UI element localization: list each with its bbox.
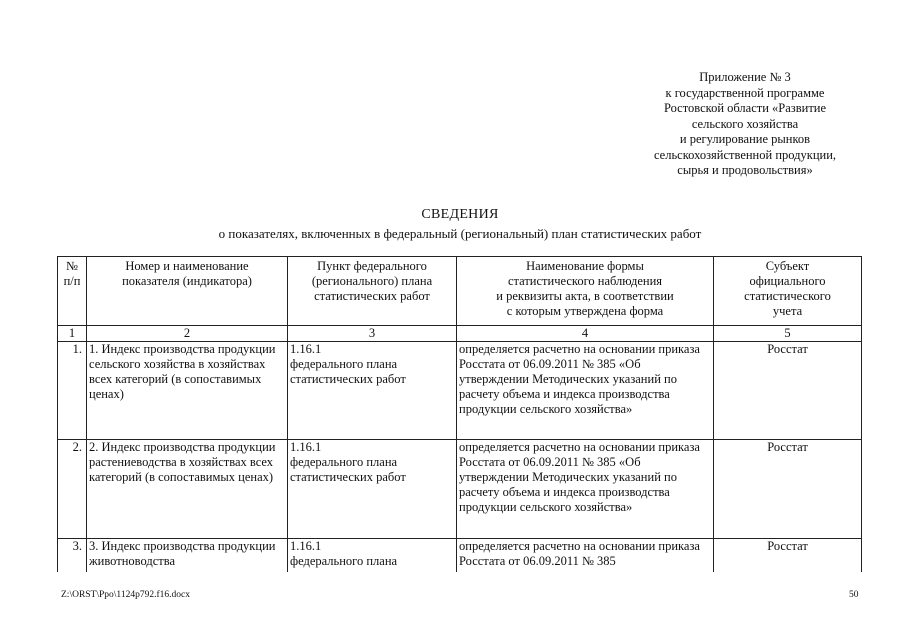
appendix-line: сельского хозяйства (691, 116, 799, 131)
appendix-line: и регулирование рынков (679, 132, 811, 146)
table-row (58, 342, 862, 440)
row-number: 2. (58, 440, 87, 539)
indicator-name: 3. Индекс производства продукции животноводства (87, 539, 288, 573)
document-title: СВЕДЕНИЯ (421, 207, 499, 222)
appendix-line: к государственной программе (665, 85, 825, 100)
header-cell-plan-item: Пункт федерального (регионального) плана статистических работ (288, 257, 457, 326)
appendix-block (600, 70, 890, 179)
column-number: 2 (87, 326, 288, 342)
header-cell-form: Наименование формы статистического наблюдения и реквизиты акта, в соответствии с которым утверждена форма (457, 257, 714, 326)
appendix-line: сырья и продовольствия» (677, 163, 813, 177)
form-description: определяется расчетно на основании приказа Росстата от 06.09.2011 № 385 «Об утверждении Методических указаний по расчету объема и индекса производства продукции сельского хозяйства» (457, 440, 714, 539)
column-number: 1 (58, 326, 87, 342)
table-row (58, 539, 862, 573)
plan-item: 1.16.1 федерального плана (288, 539, 457, 573)
statistics-subject: Росстат (714, 342, 862, 440)
appendix-line: сельскохозяйственной продукции, (653, 147, 837, 162)
column-number: 4 (457, 326, 714, 342)
indicators-table (57, 256, 862, 572)
column-number: 3 (288, 326, 457, 342)
appendix-line: Приложение № 3 (699, 70, 791, 84)
header-cell-number: № п/п (58, 257, 87, 326)
row-number: 3. (58, 539, 87, 573)
indicator-name: 2. Индекс производства продукции растениеводства в хозяйствах всех категорий (в сопоставимых ценах) (87, 440, 288, 539)
row-number: 1. (58, 342, 87, 440)
form-description: определяется расчетно на основании приказа Росстата от 06.09.2011 № 385 (457, 539, 714, 573)
column-number-row (58, 326, 862, 342)
table-header-row (58, 257, 862, 326)
appendix-line: Ростовской области «Развитие (663, 101, 827, 115)
statistics-subject: Росстат (714, 440, 862, 539)
plan-item: 1.16.1 федерального плана статистических работ (288, 342, 457, 440)
header-cell-subject: Субъект официального статистического учета (714, 257, 862, 326)
indicator-name: 1. Индекс производства продукции сельского хозяйства в хозяйствах всех категорий (в сопоставимых ценах) (87, 342, 288, 440)
header-cell-indicator: Номер и наименование показателя (индикатора) (87, 257, 288, 326)
statistics-subject: Росстат (714, 539, 862, 573)
form-description: определяется расчетно на основании приказа Росстата от 06.09.2011 № 385 «Об утверждении Методических указаний по расчету объема и индекса производства продукции сельского хозяйства» (457, 342, 714, 440)
footer-file-path: Z:\ORST\Ppo\1124p792.f16.docx (61, 590, 190, 600)
footer-page-number: 50 (849, 590, 859, 600)
plan-item: 1.16.1 федерального плана статистических работ (288, 440, 457, 539)
document-subtitle: о показателях, включенных в федеральный (региональный) план статистических работ (218, 226, 702, 241)
table-row (58, 440, 862, 539)
column-number: 5 (714, 326, 862, 342)
